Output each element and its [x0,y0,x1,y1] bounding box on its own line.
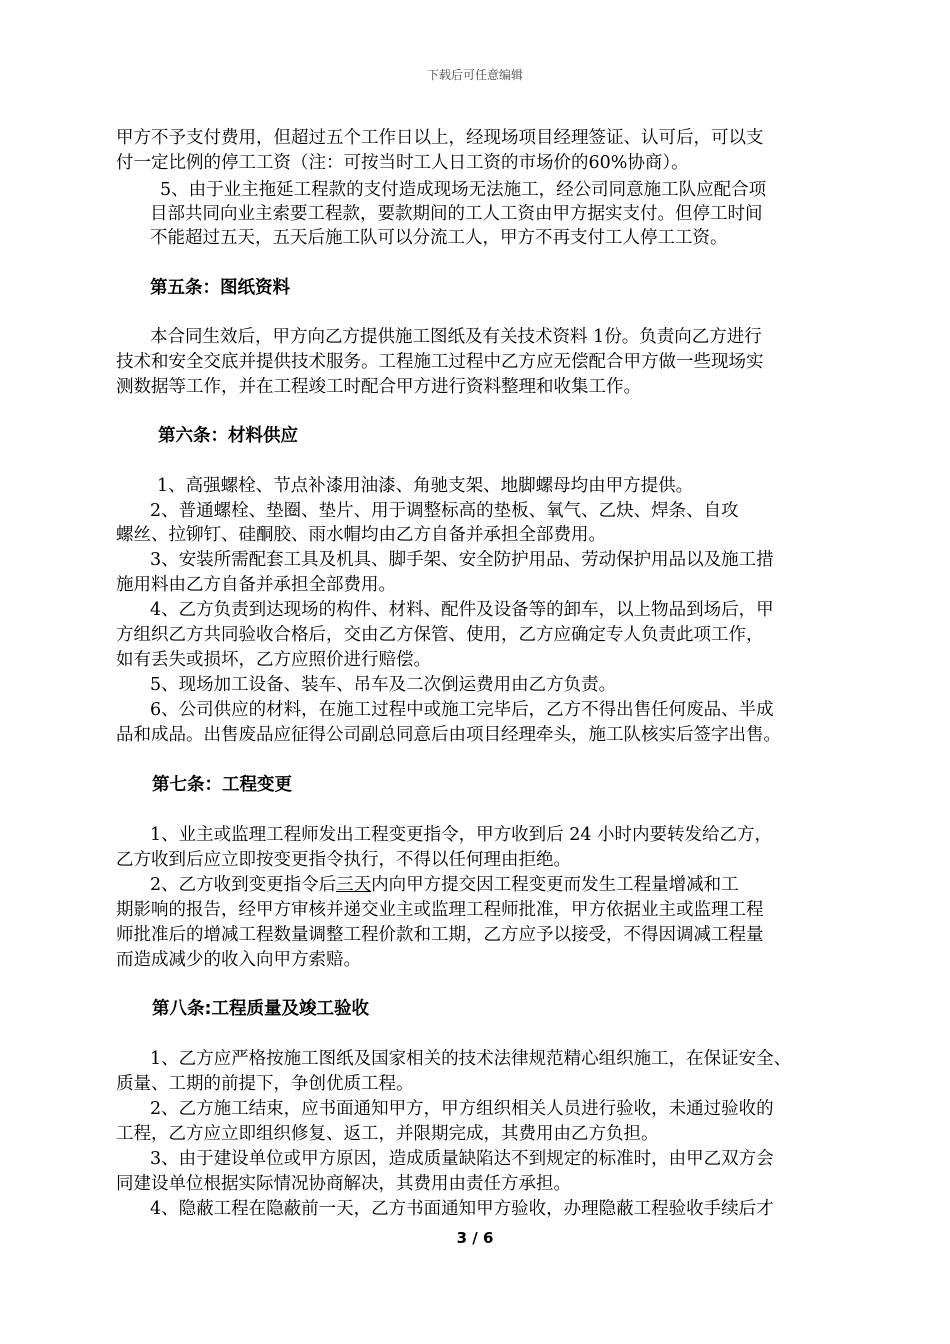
paragraph-line: 目部共同向业主索要工程款，要款期间的工人工资由甲方据实支付。但停工时间 [150,204,763,224]
paragraph-line: 4、乙方负责到达现场的构件、材料、配件及设备等的卸车，以上物品到场后，甲 [150,600,774,620]
paragraph-line: 乙方收到后应立即按变更指令执行，不得以任何理由拒绝。 [116,850,571,870]
paragraph-line: 技术和安全交底并提供技术服务。工程施工过程中乙方应无偿配合甲方做一些现场实 [116,352,764,372]
paragraph-line: 1、高强螺栓、节点补漆用油漆、角驰支架、地脚螺母均由甲方提供。 [157,476,694,496]
paragraph-line: 2、乙方施工结束，应书面通知甲方，甲方组织相关人员进行验收，未通过验收的 [150,1099,774,1119]
paragraph-line: 同建设单位根据实际情况协商解决，其费用由责任方承担。 [116,1174,571,1194]
paragraph-line: 质量、工期的前提下，争创优质工程。 [116,1074,414,1094]
paragraph-line: 施用料由乙方自备并承担全部费用。 [116,575,396,595]
paragraph-line: 3、安装所需配套工具及机具、脚手架、安全防护用品、劳动保护用品以及施工措 [150,550,774,570]
paragraph-line: 品和成品。出售废品应征得公司副总同意后由项目经理牵头，施工队核实后签字出售。 [116,725,781,745]
paragraph-line: 1、业主或监理工程师发出工程变更指令，甲方收到后 24 小时内要转发给乙方， [150,825,773,845]
paragraph-line: 测数据等工作，并在工程竣工时配合甲方进行资料整理和收集工作。 [116,377,641,397]
underlined-text: 三天 [336,875,372,895]
paragraph-line [150,873,739,897]
paragraph-line: 3、由于建设单位或甲方原因，造成质量缺陷达不到规定的标准时，由甲乙双方会 [150,1149,774,1169]
paragraph-line: 如有丢失或损坏，乙方应照价进行赔偿。 [116,650,431,670]
paragraph-line: 2、普通螺栓、垫圈、垫片、用于调整标高的垫板、氧气、乙炔、焊条、自攻 [150,501,739,521]
paragraph-line: 期影响的报告，经甲方审核并递交业主或监理工程师批准，甲方依据业主或监理工程 [116,900,764,920]
section-heading: 第六条：材料供应 [158,426,298,446]
paragraph-line: 甲方不予支付费用，但超过五个工作日以上，经现场项目经理签证、认可后，可以支 [116,128,764,148]
paragraph-text: 内向甲方提交因工程变更而发生工程量增减和工 [371,875,739,895]
paragraph-line: 1、乙方应严格按施工图纸及国家相关的技术法律规范精心组织施工，在保证安全、 [150,1049,792,1069]
page-header: 下载后可任意编辑 [426,68,523,82]
paragraph-text: 2、乙方收到变更指令后 [150,875,337,895]
paragraph-line: 工程，乙方应立即组织修复、返工，并限期完成，其费用由乙方负担。 [116,1124,659,1144]
paragraph-line: 方组织乙方共同验收合格后，交由乙方保管、使用，乙方应确定专人负责此项工作， [116,625,764,645]
paragraph-line: 付一定比例的停工工资（注：可按当时工人日工资的市场价的60%协商）。 [116,153,689,173]
paragraph-line: 师批准后的增减工程数量调整工程价款和工期，乙方应予以接受，不得因调减工程量 [116,925,764,945]
section-heading: 第八条:工程质量及竣工验收 [152,999,369,1019]
paragraph-line: 螺丝、拉铆钉、硅酮胶、雨水帽均由乙方自备并承担全部费用。 [116,525,606,545]
page-number: 3 / 6 [456,1229,494,1247]
paragraph-line: 4、隐蔽工程在隐蔽前一天，乙方书面通知甲方验收，办理隐蔽工程验收手续后才 [150,1199,774,1219]
paragraph-line: 本合同生效后，甲方向乙方提供施工图纸及有关技术资料 1份。负责向乙方进行 [150,327,762,347]
section-heading: 第七条：工程变更 [152,775,292,795]
paragraph-line: 而造成减少的收入向甲方索赔。 [116,950,361,970]
paragraph-line: 不能超过五天，五天后施工队可以分流工人，甲方不再支付工人停工工资。 [150,228,728,248]
paragraph-line: 6、公司供应的材料，在施工过程中或施工完毕后，乙方不得出售任何废品、半成 [150,700,774,720]
paragraph-line: 5、由于业主拖延工程款的支付造成现场无法施工，经公司同意施工队应配合项 [160,180,767,200]
paragraph-line: 5、现场加工设备、装车、吊车及二次倒运费用由乙方负责。 [150,675,617,695]
section-heading: 第五条：图纸资料 [150,278,290,298]
